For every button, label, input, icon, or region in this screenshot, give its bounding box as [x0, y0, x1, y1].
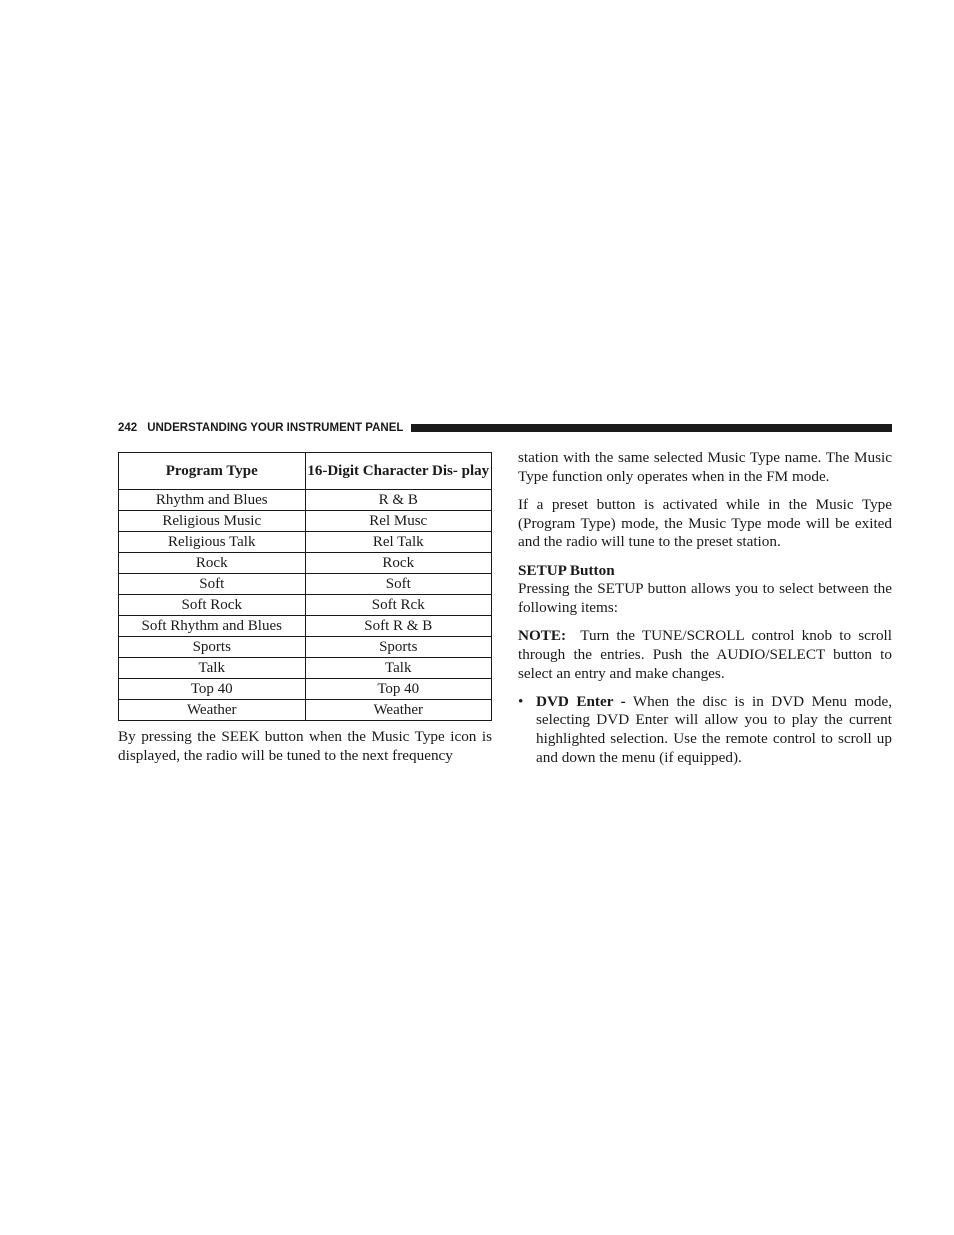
music-type-paragraph: station with the same selected Music Type name. The Music Type function only operates when in the FM mode.	[518, 449, 892, 485]
setup-heading: SETUP Button	[518, 561, 615, 579]
program-type-cell: Sports	[119, 637, 306, 658]
bullet-item-dvd-enter	[518, 693, 892, 768]
note-paragraph	[518, 627, 892, 683]
setup-paragraph: Pressing the SETUP button allows you to select between the following items:	[518, 580, 892, 616]
character-display-cell: Rock	[305, 553, 492, 574]
program-type-cell: Soft	[119, 574, 306, 595]
character-display-cell: Sports	[305, 637, 492, 658]
table-row	[119, 511, 492, 532]
program-type-cell: Religious Talk	[119, 532, 306, 553]
page-header	[118, 420, 892, 436]
table-row	[119, 532, 492, 553]
character-display-cell: R & B	[305, 490, 492, 511]
program-type-cell: Religious Music	[119, 511, 306, 532]
program-type-table	[118, 452, 492, 721]
program-type-cell: Top 40	[119, 679, 306, 700]
note-label: NOTE:	[518, 627, 567, 645]
program-type-cell: Soft Rock	[119, 595, 306, 616]
character-display-cell: Rel Musc	[305, 511, 492, 532]
table-row	[119, 616, 492, 637]
table-row	[119, 658, 492, 679]
table-header-row	[119, 453, 492, 490]
character-display-cell: Soft R & B	[305, 616, 492, 637]
program-type-cell: Weather	[119, 700, 306, 721]
character-display-cell: Talk	[305, 658, 492, 679]
header-rule	[411, 424, 892, 432]
bullet-dot: •	[518, 692, 524, 710]
character-display-cell: Weather	[305, 700, 492, 721]
column-header-program-type: Program Type	[119, 453, 306, 490]
character-display-cell: Top 40	[305, 679, 492, 700]
section-title: UNDERSTANDING YOUR INSTRUMENT PANEL	[147, 422, 404, 434]
table-row	[119, 490, 492, 511]
right-column	[518, 449, 892, 777]
table-row	[119, 574, 492, 595]
program-type-cell: Rock	[119, 553, 306, 574]
character-display-cell: Soft Rck	[305, 595, 492, 616]
preset-paragraph: If a preset button is activated while in the Music Type (Program Type) mode, the Music Type mode will be exited and the radio will tune to the preset station.	[518, 495, 892, 551]
note-text: Turn the TUNE/SCROLL control knob to scroll through the entries. Push the AUDIO/SELECT button to select an entry and make changes.	[518, 627, 892, 682]
character-display-cell: Rel Talk	[305, 532, 492, 553]
seek-paragraph: By pressing the SEEK button when the Music Type icon is displayed, the radio will be tuned to the next frequency	[118, 728, 492, 764]
column-header-character-display: 16-Digit Character Dis- play	[305, 453, 492, 490]
table-row	[119, 700, 492, 721]
table-row	[119, 637, 492, 658]
page-number: 242	[118, 422, 138, 434]
program-type-cell: Soft Rhythm and Blues	[119, 616, 306, 637]
table-row	[119, 553, 492, 574]
bullet-text: When the disc is in DVD Menu mode, selecting DVD Enter will allow you to play the current highlighted selection. Use the remote control to scroll up and down the menu (if equipped).	[536, 692, 892, 766]
program-type-cell: Talk	[119, 658, 306, 679]
program-type-cell: Rhythm and Blues	[119, 490, 306, 511]
character-display-cell: Soft	[305, 574, 492, 595]
table-row	[119, 595, 492, 616]
bullet-label: DVD Enter -	[536, 692, 626, 710]
table-row	[119, 679, 492, 700]
